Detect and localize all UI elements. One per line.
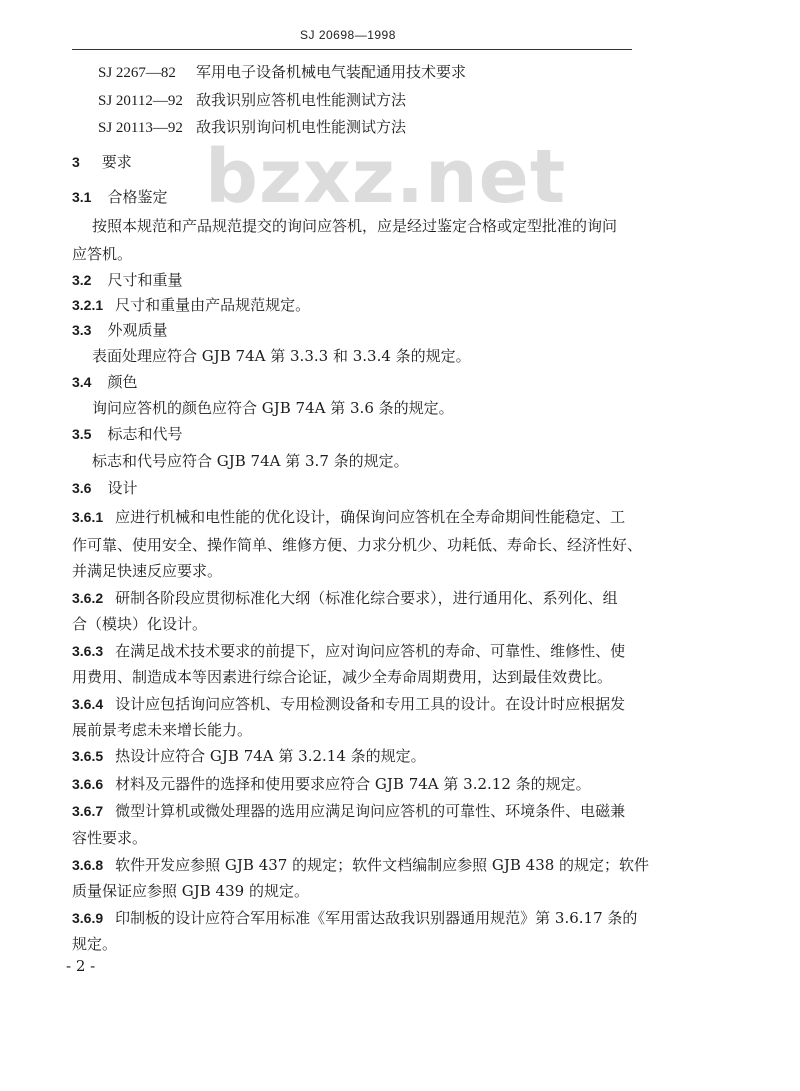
clause-number: 3.6.9	[72, 910, 104, 926]
clause-text: 在满足战术技术要求的前提下，应对询问应答机的寿命、可靠性、维修性、使	[115, 642, 626, 660]
reference-title: 敌我识别应答机电性能测试方法	[196, 91, 407, 109]
clause-number: 3.6.7	[72, 803, 104, 819]
header-divider	[72, 49, 632, 50]
reference-code: SJ 20113—92	[98, 120, 183, 136]
clause-body: 按照本规范和产品规范提交的询问应答机，应是经过鉴定合格或定型批准的询问	[92, 217, 618, 235]
clause-item	[72, 908, 637, 928]
clause-item	[72, 801, 625, 821]
clause-text: 微型计算机或微处理器的选用应满足询问应答机的可靠性、环境条件、电磁兼	[115, 802, 626, 820]
clause-continuation: 合（模块）化设计。	[72, 615, 208, 633]
reference-title: 军用电子设备机械电气装配通用技术要求	[196, 63, 467, 81]
clause-item	[72, 774, 591, 794]
clause-continuation: 并满足快速反应要求。	[72, 562, 223, 580]
clause-body: 标志和代号应符合 GJB 74A 第 3.7 条的规定。	[92, 452, 409, 470]
clause-number: 3.6.1	[72, 509, 104, 525]
clause-text: 设计应包括询问应答机、专用检测设备和专用工具的设计。在设计时应根据发	[115, 695, 626, 713]
clause-item	[72, 694, 625, 714]
clause-item	[72, 641, 625, 661]
section-title: 要求	[101, 153, 132, 171]
clause-item	[72, 746, 426, 766]
clause-number: 3.6.8	[72, 857, 104, 873]
clause-number: 3.6	[72, 480, 92, 496]
clause-number: 3.2.1	[72, 297, 104, 313]
reference-item	[98, 62, 466, 83]
clause-number: 3.6.2	[72, 590, 104, 606]
clause-number: 3.6.6	[72, 776, 104, 792]
clause-continuation: 用费用、制造成本等因素进行综合论证，减少全寿命周期费用，达到最佳效费比。	[72, 668, 613, 686]
clause-continuation: 作可靠、使用安全、操作简单、维修方便、力求分机少、功耗低、寿命长、经济性好、	[72, 536, 643, 554]
clause-text: 尺寸和重量由产品规范规定。	[115, 296, 311, 314]
page-number: - 2 -	[66, 957, 96, 975]
clause-number: 3.6.5	[72, 748, 104, 764]
clause-body: 表面处理应符合 GJB 74A 第 3.3.3 和 3.3.4 条的规定。	[92, 347, 471, 365]
clause-text: 研制各阶段应贯彻标准化大纲（标准化综合要求），进行通用化、系列化、组	[115, 589, 618, 607]
clause-number: 3.3	[72, 322, 92, 338]
clause-number: 3.1	[72, 189, 92, 205]
clause-heading	[72, 270, 182, 290]
clause-body: 询问应答机的颜色应符合 GJB 74A 第 3.6 条的规定。	[92, 399, 454, 417]
clause-heading	[72, 424, 182, 444]
clause-title: 标志和代号	[107, 425, 183, 443]
clause-text: 软件开发应参照 GJB 437 的规定；软件文档编制应参照 GJB 438 的规定；软件	[115, 856, 650, 874]
clause-text: 热设计应符合 GJB 74A 第 3.2.14 条的规定。	[115, 747, 426, 765]
clause-title: 合格鉴定	[107, 188, 168, 206]
clause-continuation: 质量保证应参照 GJB 439 的规定。	[72, 882, 309, 900]
clause-number: 3.6.3	[72, 643, 104, 659]
clause-heading	[72, 187, 167, 207]
clause-body: 应答机。	[72, 245, 133, 263]
clause-item	[72, 295, 310, 315]
watermark: bzxz.net	[205, 134, 567, 220]
clause-number: 3.6.4	[72, 696, 104, 712]
clause-item	[72, 588, 618, 608]
document-id-header: SJ 20698—1998	[300, 28, 396, 42]
clause-text: 印制板的设计应符合军用标准《军用雷达敌我识别器通用规范》第 3.6.17 条的	[115, 909, 638, 927]
clause-heading	[72, 372, 137, 392]
reference-title: 敌我识别询问机电性能测试方法	[196, 118, 407, 136]
section-heading	[72, 152, 132, 172]
reference-item	[98, 117, 406, 138]
clause-number: 3.2	[72, 272, 92, 288]
clause-continuation: 规定。	[72, 935, 118, 953]
clause-item	[72, 507, 625, 527]
clause-title: 尺寸和重量	[107, 271, 183, 289]
clause-heading	[72, 478, 137, 498]
clause-continuation: 展前景考虑未来增长能力。	[72, 721, 253, 739]
clause-heading	[72, 320, 167, 340]
clause-number: 3.4	[72, 374, 92, 390]
section-number: 3	[72, 154, 80, 170]
clause-title: 颜色	[107, 373, 138, 391]
reference-item	[98, 90, 406, 111]
reference-code: SJ 20112—92	[98, 93, 183, 109]
clause-title: 设计	[107, 479, 138, 497]
clause-continuation: 容性要求。	[72, 829, 148, 847]
clause-text: 材料及元器件的选择和使用要求应符合 GJB 74A 第 3.2.12 条的规定。	[115, 775, 591, 793]
clause-item	[72, 855, 649, 875]
clause-number: 3.5	[72, 426, 92, 442]
reference-code: SJ 2267—82	[98, 65, 176, 81]
clause-title: 外观质量	[107, 321, 168, 339]
clause-text: 应进行机械和电性能的优化设计，确保询问应答机在全寿命期间性能稳定、工	[115, 508, 626, 526]
